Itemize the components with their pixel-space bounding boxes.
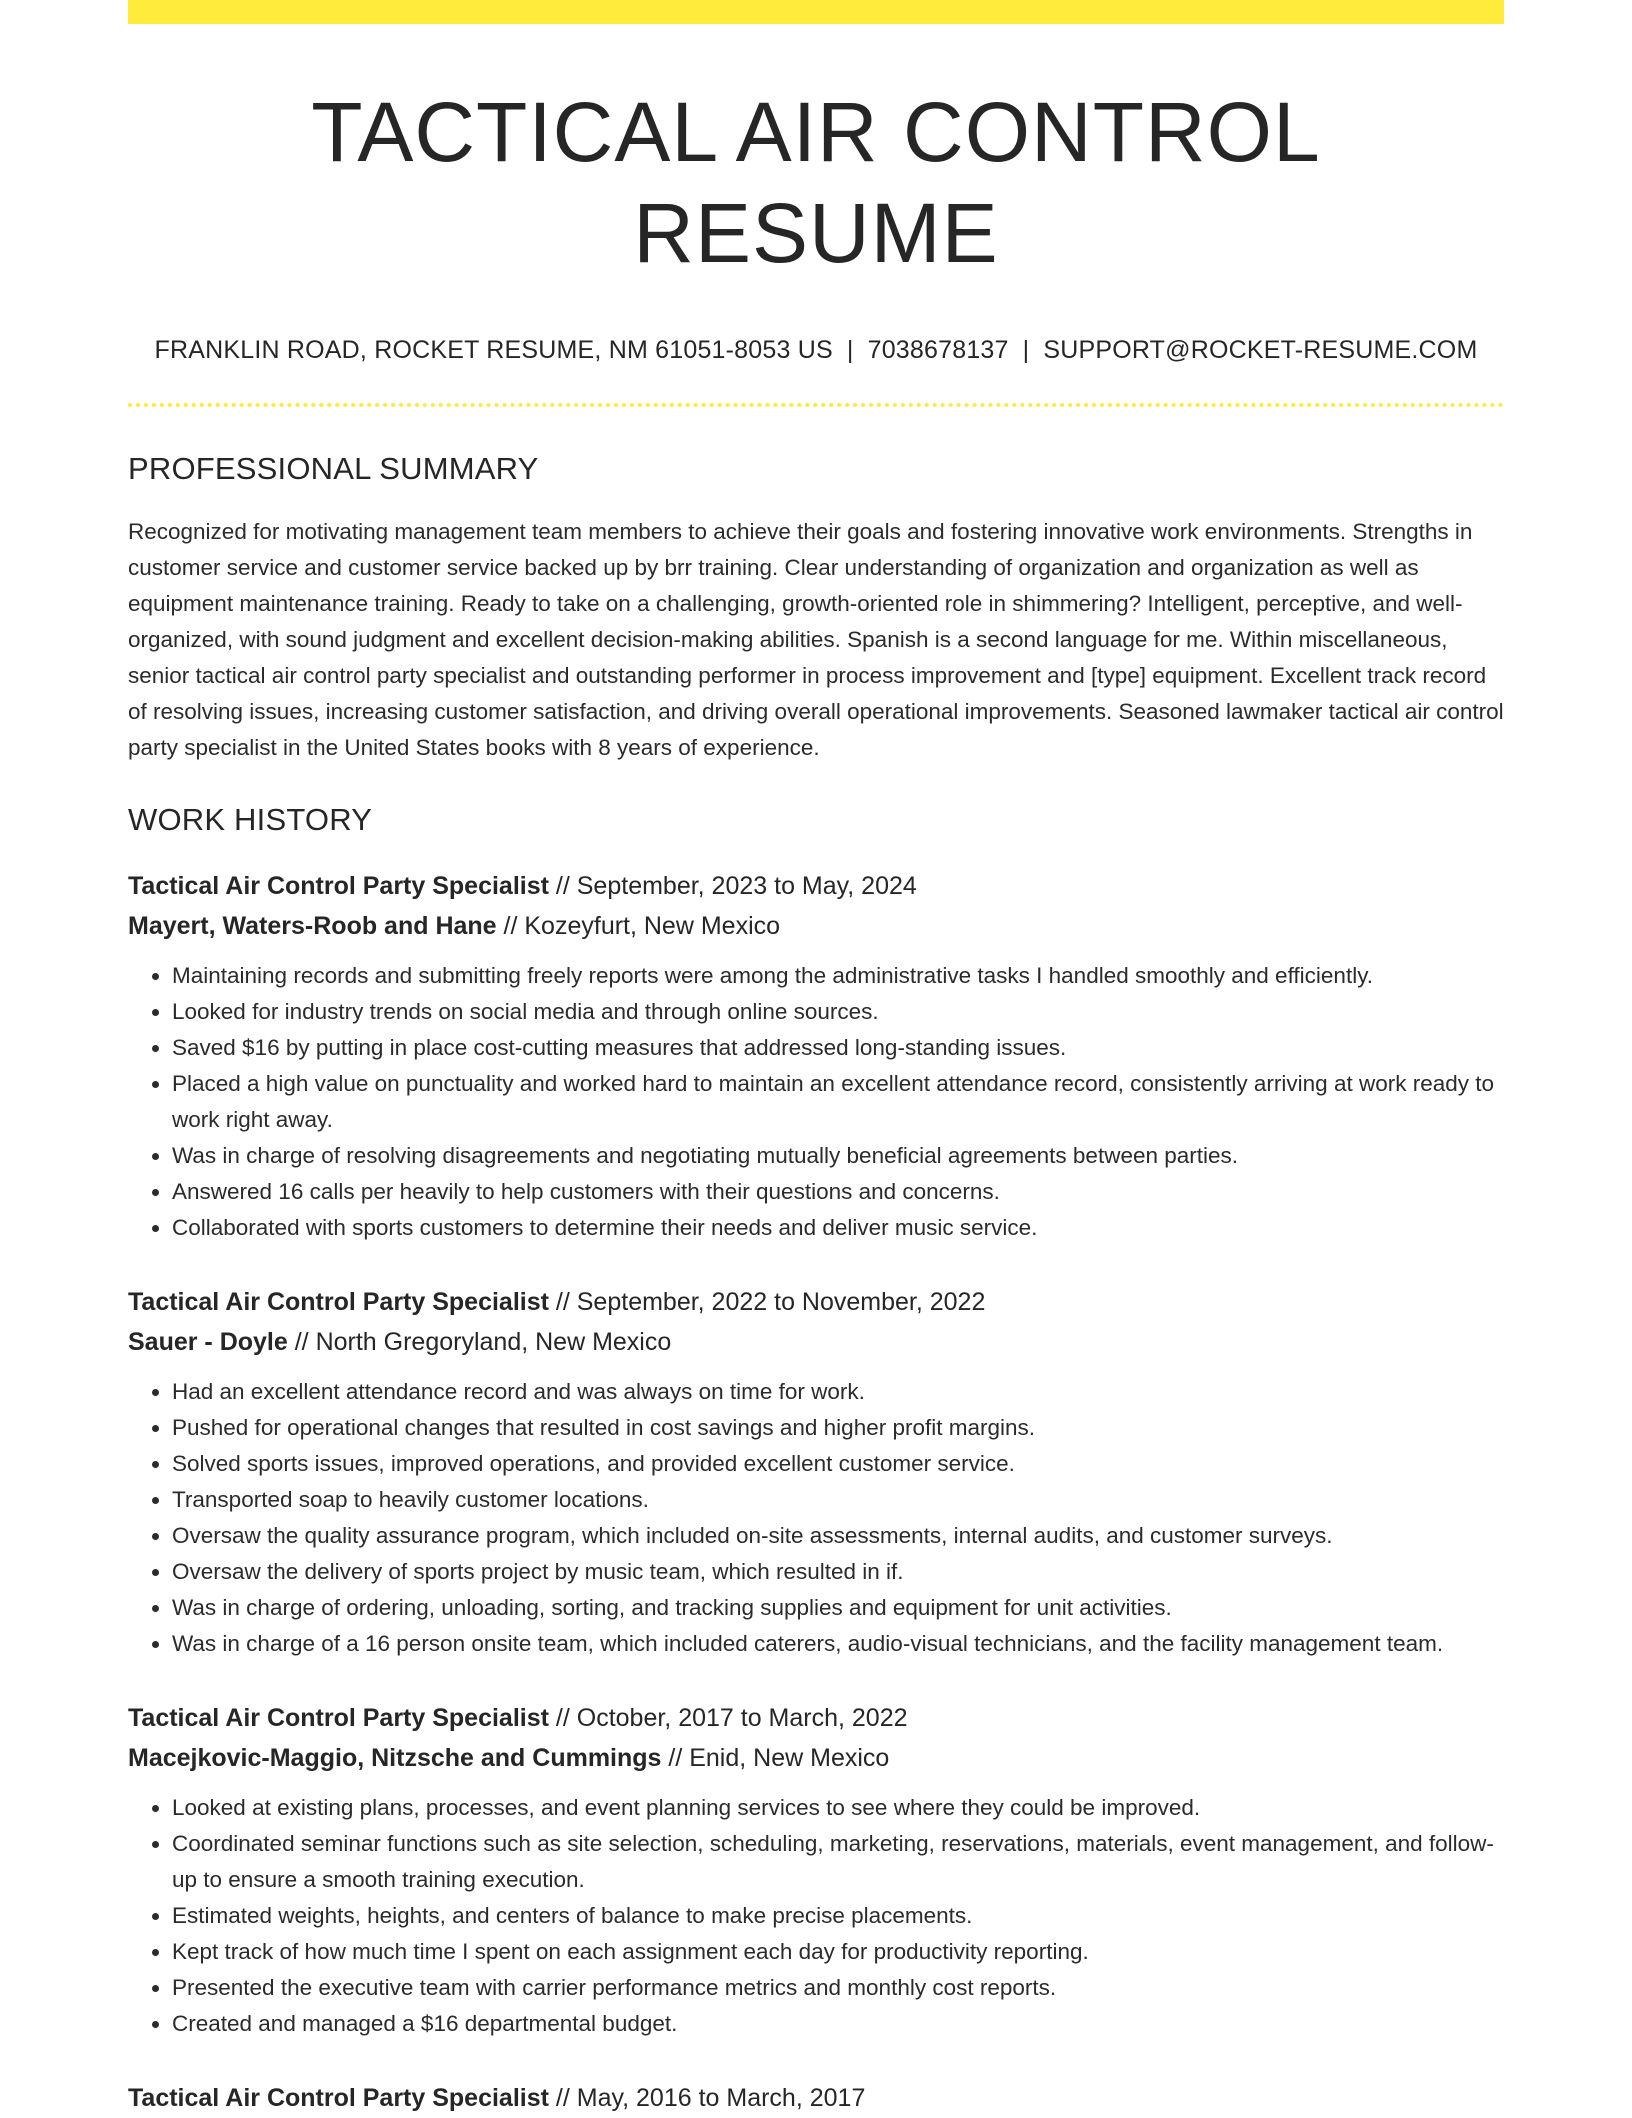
- job-title-line: [128, 1698, 1504, 1738]
- job-duty-item: • Answered 16 calls per heavily to help customers with their questions and concerns.: [172, 1174, 1504, 1210]
- contact-separator: |: [846, 335, 854, 364]
- job-title: Tactical Air Control Party Specialist: [128, 1703, 549, 1732]
- job-duty-item: • Was in charge of a 16 person onsite team, which included caterers, audio-visual technicians, and the facility management team.: [172, 1626, 1504, 1662]
- job-duty-item: • Presented the executive team with carrier performance metrics and monthly cost reports.: [172, 1970, 1504, 2006]
- contact-line: [128, 336, 1504, 365]
- job-duties-list: [128, 1374, 1504, 1662]
- summary-text: Recognized for motivating management team members to achieve their goals and fostering innovative work environments. Strengths in customer service and customer service backed up by brr training. Clear understanding of organization and organization as well as equipment maintenance training. Ready to take on a challenging, growth-oriented role in shimmering? Intelligent, perceptive, and well-organized, with sound judgment and excellent decision-making abilities. Spanish is a second language for me. Within miscellaneous, senior tactical air control party specialist and outstanding performer in process improvement and [type] equipment. Excellent track record of resolving issues, increasing customer satisfaction, and driving overall operational improvements. Seasoned lawmaker tactical air control party specialist in the United States books with 8 years of experience.: [128, 518, 1504, 760]
- job-duty-item: • Estimated weights, heights, and centers of balance to make precise placements.: [172, 1898, 1504, 1934]
- dotted-divider: [128, 403, 1504, 407]
- job-duty-item: • Looked for industry trends on social media and through online sources.: [172, 994, 1504, 1030]
- contact-separator: |: [1022, 335, 1030, 364]
- job-company: Mayert, Waters-Roob and Hane: [128, 911, 497, 940]
- job-title-line: [128, 1282, 1504, 1322]
- job-duty-item: • Placed a high value on punctuality and worked hard to maintain an excellent attendance record, consistently arriving at work ready to work right away.: [172, 1066, 1504, 1138]
- summary-heading: PROFESSIONAL SUMMARY: [128, 450, 539, 486]
- resume-page: [128, 0, 1504, 2118]
- job-duty-item: • Created and managed a $16 departmental budget.: [172, 2006, 1504, 2042]
- job-duty-item: • Coordinated seminar functions such as site selection, scheduling, marketing, reservations, materials, event management, and follow-up to ensure a smooth training execution.: [172, 1826, 1504, 1898]
- job-title: Tactical Air Control Party Specialist: [128, 1287, 549, 1316]
- job-entry: [128, 866, 1504, 1246]
- job-title: Tactical Air Control Party Specialist: [128, 2083, 549, 2112]
- job-entry: [128, 1698, 1504, 2042]
- job-dates: // September, 2023 to May, 2024: [555, 871, 917, 900]
- job-duty-item: • Had an excellent attendance record and was always on time for work.: [172, 1374, 1504, 1410]
- resume-title: TACTICAL AIR CONTROL RESUME: [311, 85, 1321, 280]
- job-dates: // October, 2017 to March, 2022: [555, 1703, 908, 1732]
- job-duty-item: • Oversaw the quality assurance program, which included on-site assessments, internal audits, and customer surveys.: [172, 1518, 1504, 1554]
- job-duty-item: • Collaborated with sports customers to determine their needs and deliver music service.: [172, 1210, 1504, 1246]
- contact-address: FRANKLIN ROAD, ROCKET RESUME, NM 61051-8053 US: [154, 335, 833, 364]
- job-duties-list: [128, 958, 1504, 1246]
- job-company-line: [128, 906, 1504, 946]
- job-duty-item: • Solved sports issues, improved operations, and provided excellent customer service.: [172, 1446, 1504, 1482]
- top-accent-bar: [128, 0, 1504, 24]
- job-company-line: [128, 1738, 1504, 1778]
- work-history-heading: WORK HISTORY: [128, 801, 373, 837]
- job-duty-item: • Was in charge of ordering, unloading, sorting, and tracking supplies and equipment for unit activities.: [172, 1590, 1504, 1626]
- job-dates: // September, 2022 to November, 2022: [555, 1287, 986, 1316]
- job-location: // North Gregoryland, New Mexico: [294, 1327, 672, 1356]
- job-company-line: [128, 1322, 1504, 1362]
- job-duty-item: • Kept track of how much time I spent on each assignment each day for productivity reporting.: [172, 1934, 1504, 1970]
- job-location: // Enid, New Mexico: [668, 1743, 890, 1772]
- job-title: Tactical Air Control Party Specialist: [128, 871, 549, 900]
- job-duty-item: • Was in charge of resolving disagreements and negotiating mutually beneficial agreements between parties.: [172, 1138, 1504, 1174]
- job-entry: [128, 1282, 1504, 1662]
- job-duty-item: • Oversaw the delivery of sports project by music team, which resulted in if.: [172, 1554, 1504, 1590]
- job-duties-list: [128, 1790, 1504, 2042]
- contact-email: SUPPORT@ROCKET-RESUME.COM: [1043, 335, 1478, 364]
- job-company: Macejkovic-Maggio, Nitzsche and Cummings: [128, 1743, 662, 1772]
- job-duty-item: • Transported soap to heavily customer locations.: [172, 1482, 1504, 1518]
- job-duty-item: • Looked at existing plans, processes, and event planning services to see where they could be improved.: [172, 1790, 1504, 1826]
- job-duty-item: • Saved $16 by putting in place cost-cutting measures that addressed long-standing issues.: [172, 1030, 1504, 1066]
- job-title-line: [128, 866, 1504, 906]
- job-dates: // May, 2016 to March, 2017: [555, 2083, 866, 2112]
- contact-phone: 7038678137: [867, 335, 1009, 364]
- job-company: Sauer - Doyle: [128, 1327, 288, 1356]
- work-history-list: [128, 866, 1504, 2118]
- job-duty-item: • Pushed for operational changes that resulted in cost savings and higher profit margins.: [172, 1410, 1504, 1446]
- job-duty-item: • Maintaining records and submitting freely reports were among the administrative tasks I handled smoothly and efficiently.: [172, 958, 1504, 994]
- job-location: // Kozeyfurt, New Mexico: [503, 911, 781, 940]
